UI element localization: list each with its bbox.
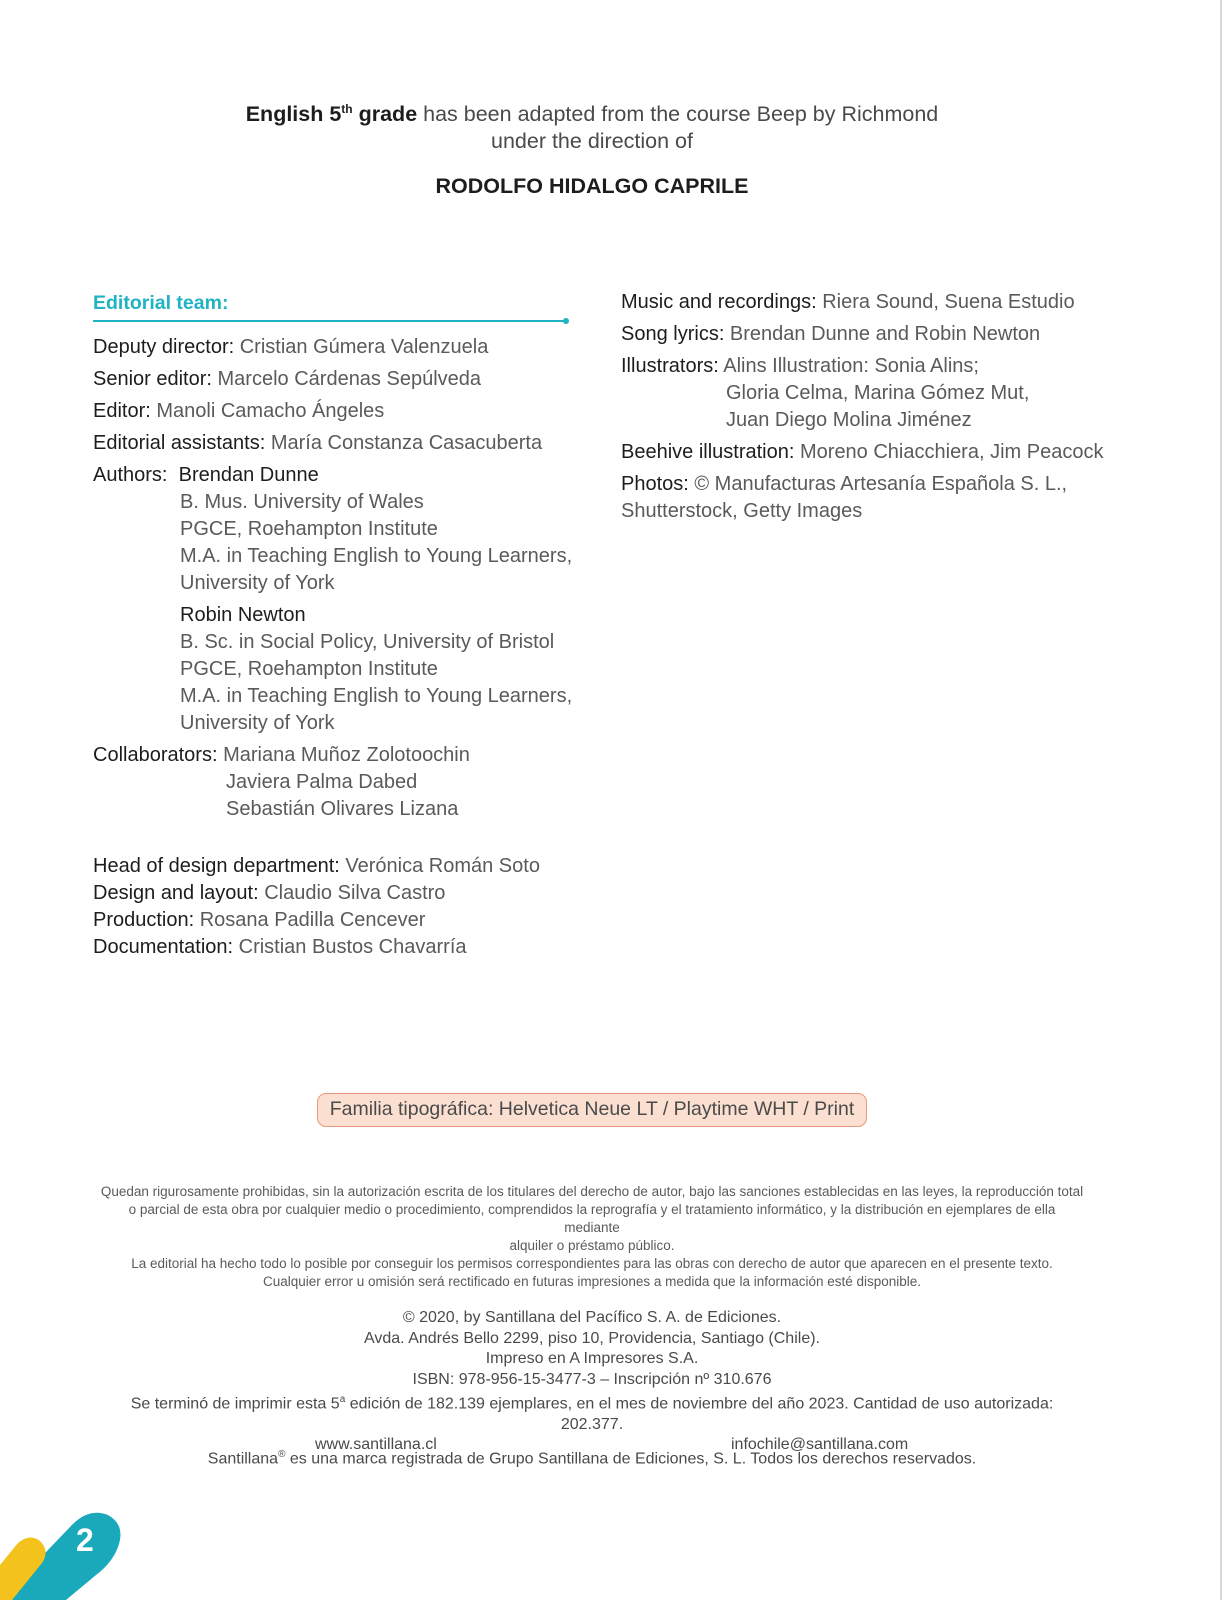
course-title: English 5th grade (245, 102, 418, 127)
intro-text: English 5th grade has been adapted from the course Beep by Richmond under the direction of (245, 102, 939, 154)
imprint-block (100, 1308, 1084, 1455)
legal-rights-notice: Quedan rigurosamente prohibidas, sin la autorización escrita de los titulares del derecho de autor, bajo las sanciones establecidas en las leyes, la reproducción total o parcial de esta obra por cualquier medio o procedimiento, comprendidos la reprografía y el tratamiento informático, y la distribución en ejemplares de ella mediante alquiler o préstamo público. (100, 1184, 1084, 1253)
legal-permissions-notice: La editorial ha hecho todo lo posible por conseguir los permisos correspondientes para las obras con derecho de autor que aparecen en el presente texto. Cualquier error u omisión será rectificado en futuras impresiones a medida que la información esté disponible. (131, 1256, 1053, 1289)
credit-photos: Photos: © Manufacturas Artesanía Española S. L., Shutterstock, Getty Images (621, 473, 1068, 522)
credit-illustrators: Illustrators: Alins Illustration: Sonia Alins; Gloria Celma, Marina Gómez Mut, Juan Diego Molina Jiménez (621, 355, 1030, 431)
editorial-team-heading: Editorial team: (93, 292, 229, 314)
editorial-credits-right (621, 289, 1181, 530)
email-link[interactable]: infochile@santillana.com (731, 1436, 909, 1454)
editorial-credits-left (93, 289, 573, 961)
credit-editorial-assistants: Editorial assistants: María Constanza Casacuberta (93, 432, 543, 454)
credit-collaborators: Collaborators: Mariana Muñoz Zolotoochin Javiera Palma Dabed Sebastián Olivares Lizana (93, 744, 470, 820)
director-name: RODOLFO HIDALGO CAPRILE (435, 174, 749, 198)
credit-music: Music and recordings: Riera Sound, Suena Estudio (621, 291, 1075, 313)
credit-deputy-director: Deputy director: Cristian Gúmera Valenzuela (93, 336, 489, 358)
credit-design-layout: Design and layout: Claudio Silva Castro (93, 882, 446, 904)
credit-senior-editor: Senior editor: Marcelo Cárdenas Sepúlveda (93, 368, 482, 390)
credit-documentation: Documentation: Cristian Bustos Chavarría (93, 936, 467, 958)
trademark-notice: Santillana® es una marca registrada de Grupo Santillana de Ediciones, S. L. Todos los derechos reservados. (207, 1449, 977, 1468)
print-run-line: Se terminó de imprimir esta 5$^a$ edición de 182.139 ejemplares, en el mes de noviembre del año 2023. Cantidad de uso autorizada: 202.377. (130, 1394, 1054, 1433)
website-link[interactable]: www.santillana.cl (315, 1436, 437, 1454)
credit-head-of-design: Head of design department: Verónica Román Soto (93, 855, 540, 877)
credit-authors: Authors: Brendan Dunne B. Mus. University of Wales PGCE, Roehampton Institute M.A. in Teaching English to Young Learners, University of York Robin Newton B. Sc. in Social Policy, University of Bristol PGCE, Roehampton Institute M.A. in Teaching English to Young Learners, University of York (93, 464, 573, 734)
heading-rule (93, 320, 567, 322)
credit-editor: Editor: Manoli Camacho Ángeles (93, 400, 385, 422)
copyright-line: © 2020, by Santillana del Pacífico S. A. de Ediciones. (402, 1309, 782, 1326)
credit-beehive-illustration: Beehive illustration: Moreno Chiacchiera, Jim Peacock (621, 441, 1104, 463)
typography-note: Familia tipográfica: Helvetica Neue LT / Playtime WHT / Print (317, 1093, 867, 1127)
isbn-line: ISBN: 978-956-15-3477-3 – Inscripción nº 310.676 (412, 1370, 772, 1388)
page-number: 2 (76, 1522, 94, 1558)
credit-song-lyrics: Song lyrics: Brendan Dunne and Robin Newton (621, 323, 1041, 345)
printer-line: Impreso en A Impresores S.A. (485, 1350, 699, 1367)
credit-production: Production: Rosana Padilla Cencever (93, 909, 426, 931)
page-corner-decoration (0, 1505, 130, 1600)
address-line: Avda. Andrés Bello 2299, piso 10, Providencia, Santiago (Chile). (364, 1329, 820, 1347)
